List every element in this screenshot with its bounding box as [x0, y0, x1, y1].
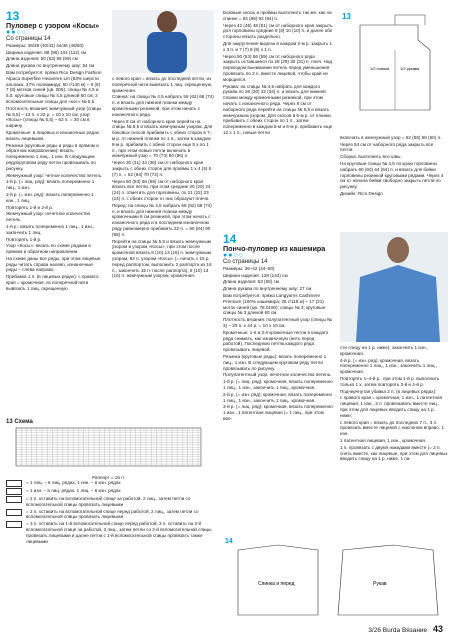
text-paragraph: Вам потребуется: пряжа Rico Design Fashion Alpaca Superfine Heavenre Lm (63% шерсти альпака, 37% полиамида; 50 г/140 м) – 5 (6) 7 (8) мотков синей (цв. 006); спицы № 4,5 и 5,5; круговые спицы № 4,5 длиной 50 см; 2 вспомогательные спицы для «кос» № 5,5.: [6, 69, 102, 104]
text-paragraph: с правого края = кромочная, 1 изн., 1 патентная лицевая, 1 изн., 3 п. провязывать вместе лиц., при этом для лицевых вводить спицу на 1 р. ниже;: [340, 395, 443, 418]
text-paragraph: с левого края = вязать до последних 7 п., 3 п. провязать вместе лицевой с наклоном вправо, 1 изн.: [340, 419, 444, 437]
text-paragraph: На схеме даны все ряды, при этом лицевые ряды читать справа налево, изнаночные ряды – слева направо.: [6, 255, 101, 273]
schematic-number: 13: [342, 12, 351, 21]
legend-item: [6, 521, 218, 544]
pattern-subtitle: Со страницы 14: [6, 35, 51, 42]
poncho-photo: [340, 232, 448, 342]
text-paragraph: 2-й р. (= изн. ряд): кромочная, вязать попеременно 1 лиц., 1 изн., закончить 1 лиц., кромочная.: [223, 391, 333, 403]
pattern-subtitle: Со страницы 14: [223, 258, 268, 265]
legend: [6, 480, 218, 545]
stitch-chart: [6, 418, 211, 480]
text-paragraph: Рукава: на спицы № 4,5 набрать для каждого рукава по 26 (30) 32 (34) п. и вязать для нижней планки между кромочными резинкой, при этом начать с изнаночного ряда. Через 8 см от наборного ряда перейти на спицы № 5,5 и вязать жемчужным узором. Для скосов в 5-м р. от планки прибавить с обеих сторон по 1 п., затем попеременно в каждом 8-м и 6-м р. прибавить еще 12 х 1 п., новые петли: [223, 83, 333, 135]
text-paragraph: 1 п. провязать с двумя накидами вместе (= 2 п. снять вместе, как лицевые, при этом для лицевых вводить спицу на 1 р. ниже, 1 па-: [340, 444, 448, 462]
text-paragraph: Дизайн: Rico Design: [340, 190, 383, 196]
text-paragraph: Вам потребуется: пряжа Langyarns Cashmere Premium (100% кашемира; 25 г/115 м) – 17 (21) моток синей (цв. 78.0190); спицы № 3; круговые спицы № 3 длиной 60 см.: [223, 292, 326, 316]
pattern-number: 14: [223, 232, 237, 246]
text-paragraph: Спинка: на спицы № 4,5 набрать 58 (62) 68 (74) п. и вязать для нижней планки между кромочными резинкой, при этом начать с изнаночного ряда.: [112, 94, 214, 117]
text-paragraph: Плотность вязания: жемчужный узор (спицы № 5,5) – 13 п. х 22 р. = 10 х 10 см; узор «Косы» (спицы № 5,5) – 62 п. = 30 см в ширину.: [6, 105, 102, 129]
text-paragraph: 1-й р. (= лиц. ряд): вязать попеременно 1 лиц., 1 изн.: [6, 179, 95, 191]
text-paragraph: Подчерчнутая убавка 2 п. (в лицевых рядах):: [340, 388, 437, 394]
pattern-14-column: [223, 233, 333, 423]
sweater-photo: [112, 10, 214, 73]
pattern-14-schematic: [223, 535, 448, 620]
schematic-number: 14: [225, 538, 233, 545]
text-paragraph: Плотность вязания: полупатентный узор (спицы № 3) – 20 п. х 44 р. = 10 х 10 см.: [223, 317, 332, 328]
text-paragraph: включать в жемчужный узор = 52 (56) 58 (60) п.: [340, 134, 442, 140]
text-paragraph: Ширина изделия: 128 (144) см: [223, 272, 288, 278]
rapport-label: Раппорт = 16 п.: [92, 475, 125, 480]
legend-symbol-icon: [6, 521, 22, 528]
legend-text: = 2 п. оставить на вспомогательной спице за работой, 2 лиц., затем петли со вспомогательной спицы провязать лицевыми: [26, 496, 191, 507]
legend-text: = 1 изн. – в лиц. рядах, 1 лиц. – в изн. рядах: [26, 488, 121, 493]
pattern-14-text: [223, 266, 333, 422]
text-paragraph: Через 30 (31) 34 (36) см от наборного края закрыть с обеих сторон для проймы 1 х 4 (5) 5 (7) п. = 62 (64) 70 (72) п.: [112, 160, 212, 177]
text-paragraph: Узор «Косы»: вязать по схеме рядами в прямом и обратном направлении.: [6, 243, 91, 255]
text-paragraph: Длина изделия: 50 (53) 56 (59) см: [6, 56, 78, 62]
text-paragraph: Боковые скосы и проймы выполнить так же, как на спинке = 84 (86) 92 (94) п.: [223, 10, 332, 21]
text-paragraph: Через 54 см от наборного ряда закрыть все петли.: [340, 141, 434, 153]
text-paragraph: 1 патентная лицевая, 1 изн., кромочная.: [340, 437, 427, 443]
pattern-14-text-cont: [340, 345, 448, 463]
pattern-number: 13: [6, 9, 20, 23]
difficulty-dots: ●●○○: [6, 29, 27, 36]
pattern-title: Пуловер с узором «Косы»: [6, 21, 100, 30]
text-paragraph: Прибавка 1 п. (в лицевых рядах): с правого края = кромочная, из поперечной нити вывязать 1 лиц. скрещенную: [6, 274, 99, 291]
text-paragraph: сти спицу на 1 р. ниже), закончить 1 изн., кромочная.: [340, 345, 429, 356]
pattern-13-text-cont2: [223, 10, 333, 137]
text-paragraph: Перейти на спицы № 5,5 и вязать жемчужным узором и узором «Косы», при этом после кромочной вязать 8 (10) 13 (16) п. жемчужным узором, 62 п. узором «Косы» (= начать с 15 р. перед раппортом, выполнить 2 раппорта из 16 п., закончить 15 п. после раппорта), 8 (10) 13 (16) п. жемчужным узором, кромочная.: [112, 238, 212, 279]
model-photo-icon: [112, 10, 214, 73]
text-paragraph: 1-й р. (= лиц. ряд): кромочная, вязать попеременно 1 лиц., 1 изн., закончить 1 лиц., кромочная.: [223, 379, 333, 390]
legend-symbol-icon: [6, 480, 22, 487]
schematic-label-sleeve: Рукав: [373, 581, 387, 587]
schematic-label-body: 1/2 спинки: [370, 66, 390, 71]
text-paragraph: Повторять 1-й р.: [6, 236, 42, 242]
text-paragraph: Размеры: 36–42 (44–50): [223, 265, 275, 271]
text-paragraph: Повторять 1–4-й р., при этом 1-й р. выполнить только 1 х, затем повторять 3-й и 4-й р.: [340, 375, 440, 387]
pattern-13-schematic: [340, 10, 448, 125]
text-paragraph: 1-й р.: вязать попеременно 1 лиц., 1 изн., закончить 1 лиц.: [6, 223, 95, 235]
legend-text: = 1 лиц. – в лиц. рядах, 1 изн. – в изн. рядах: [26, 480, 121, 485]
text-paragraph: Резинка (круговые ряды): вязать попеременно 1 лиц., 1 изн. В следующем круговом ряду петли провязывать по рисунку.: [223, 353, 327, 371]
text-paragraph: Жемчужный узор: четное количество петель.: [6, 172, 103, 178]
issue-number: 3/26: [368, 627, 381, 634]
pattern-13-text: [6, 43, 103, 292]
text-paragraph: Через 50 (53) 56 (59) см от наборного края вязать все петли, при этом средние 20 (20) 24 (24) п. отметить для горловины, по 21 (22) 23 (24) п. с обеих сторон от них образуют плечи.: [112, 178, 211, 201]
chart-title: 13 Схема: [6, 419, 33, 425]
schematic-label-body: Спинка и перед: [258, 581, 295, 587]
pattern-13-column: [6, 10, 103, 293]
text-paragraph: Повторять 1-й и 2-й р.: [6, 204, 54, 210]
page-number: 43: [432, 624, 443, 634]
legend-item: [6, 509, 218, 521]
text-paragraph: Через 8 см от наборного края перейти на спицы № 5,5 и вязать жемчужным узором. Для боковых скосов прибавить с обеих сторон в 7-м р. от нижней планки по 1 п., затем в каждом 8-м р. прибавить с обеих сторон еще 5 х по 1 п., при этом новые петли включать в жемчужный узор = 70 (74) 80 (86) п.: [112, 118, 213, 159]
text-paragraph: Жемчужный узор: нечетное количество петель: [6, 211, 91, 223]
text-paragraph: Через 50 (53) 56 (59) см от наборного ряда закрыть оставшиеся по 28 (29) 30 (31) п. плеч. Над переходом вынимании петель перед уменьшения провязать по 2 п. вместе лицевой, чтобы край не морщился.: [223, 53, 333, 82]
text-paragraph: Полупатентный узор: нечетное количество петель.: [223, 372, 332, 378]
text-paragraph: Сборка: выполнить все швы.: [340, 154, 402, 160]
pattern-13-diagram-area: [340, 10, 448, 198]
legend-item: [6, 496, 218, 508]
text-paragraph: 2-й р. (= изн. ряд): вязать попеременно 1 изн., 1 лиц.: [6, 191, 94, 203]
model-photo-icon: [340, 232, 448, 342]
legend-text: = 3 п. оставить на 1-й вспомогательной спице перед работой, 3 п. оставить на 2-й вспомогательной спице за работой, 3 лиц., затем петли со 2-й вспомогательной спицы провязать лицевыми и далее петли с 1-й вспомогательной спицы провязать также лицевыми: [26, 521, 212, 544]
text-paragraph: Для закругления выреза в каждом 2-м р. закрыть 1 х 3 п. и 7 (7) 8 (8) х 1 п.: [223, 40, 332, 52]
text-paragraph: Длина рукава по внутреннему шву: 27 см: [223, 286, 312, 292]
text-paragraph: Кромочные: в лицевых и изнаночных рядах вязать лицевыми.: [6, 129, 100, 141]
text-paragraph: Ширина изделия: 88 (96) 104 (112) см: [6, 49, 87, 55]
schematic-label-sleeve: 1/2 рукава: [400, 66, 420, 71]
text-paragraph: Резинка (круговые ряды и ряды в прямом и обратном направлении): вязать попеременно 1 лиц., 1 изн. В следующем ряду/круговом ряду петли провязывать по рисунку.: [6, 142, 99, 171]
text-paragraph: Перед: на спицы № 4,5 набрать 58 (62) 68 (74) п. и вязать для нижней планки между кромочными 8 см резинкой, при этом начать с изнаночного ряда и в последнем изнаночном ряду равномерно прибавить 22 п. = 80 (84) 90 (96) п.: [112, 202, 212, 237]
legend-item: [6, 488, 218, 495]
magazine-name: Burda Вязание: [382, 627, 428, 634]
text-paragraph: Длина изделия: 53 (56) см: [223, 279, 279, 285]
text-paragraph: с левого края = вязать до последней петли, из поперечной нити вывязать 1 лиц. скрещенную, кромочная.: [112, 76, 213, 93]
text-paragraph: На круговые спицы № 4,5 по краю горловины набрать 60 (60) 64 (64) п. и вязать для бейки горловины резинкой круговыми рядами. Через 4 см от начала бейки свободно закрыть петли по рисунку.: [340, 160, 444, 190]
legend-symbol-icon: [6, 496, 22, 503]
page-footer: [368, 624, 443, 634]
legend-symbol-icon: [6, 488, 22, 495]
pattern-13-text-cont: [112, 76, 214, 280]
legend-symbol-icon: [6, 509, 22, 516]
text-paragraph: Через 42 (45) 48 (51) см от наборного края закрыть для горловины средние 8 (8) 10 (10) п. и далее обе стороны вязать раздельно.: [223, 22, 333, 40]
legend-item: [6, 480, 218, 487]
text-paragraph: Длина рукава по внутреннему шву: 54 см: [6, 63, 95, 69]
text-paragraph: Кромочные: 1-я и 3-я кромочные петли в каждого ряда снимать, как изнаночную (нить перед работой). Последнюю петлю каждого ряда провязывать лицевой.: [223, 329, 329, 353]
text-paragraph: 4-й р. (= изн. ряд): кромочная, вязать попеременно 1 лиц., 1 изн., закончить 1 лиц., кромочная.: [340, 357, 438, 375]
difficulty-dots: ●●○○: [223, 252, 244, 259]
pattern-title: Пончо-пуловер из кашемира: [223, 244, 326, 253]
legend-text: = 2 п. оставить на вспомогательной спице перед работой, 2 лиц., затем петли со вспомогательной спицы провязать лицевыми: [26, 508, 199, 520]
chart-grid: [6, 426, 211, 476]
text-paragraph: Размеры: 36/38 (40/42) 44/46 (48/50): [6, 42, 84, 48]
text-paragraph: 3-й р. (= лиц. ряд): кромочная, вязать попеременно 1 изн., 1 патентная лицевая (= 1 лиц., при этом вво-: [223, 404, 333, 421]
